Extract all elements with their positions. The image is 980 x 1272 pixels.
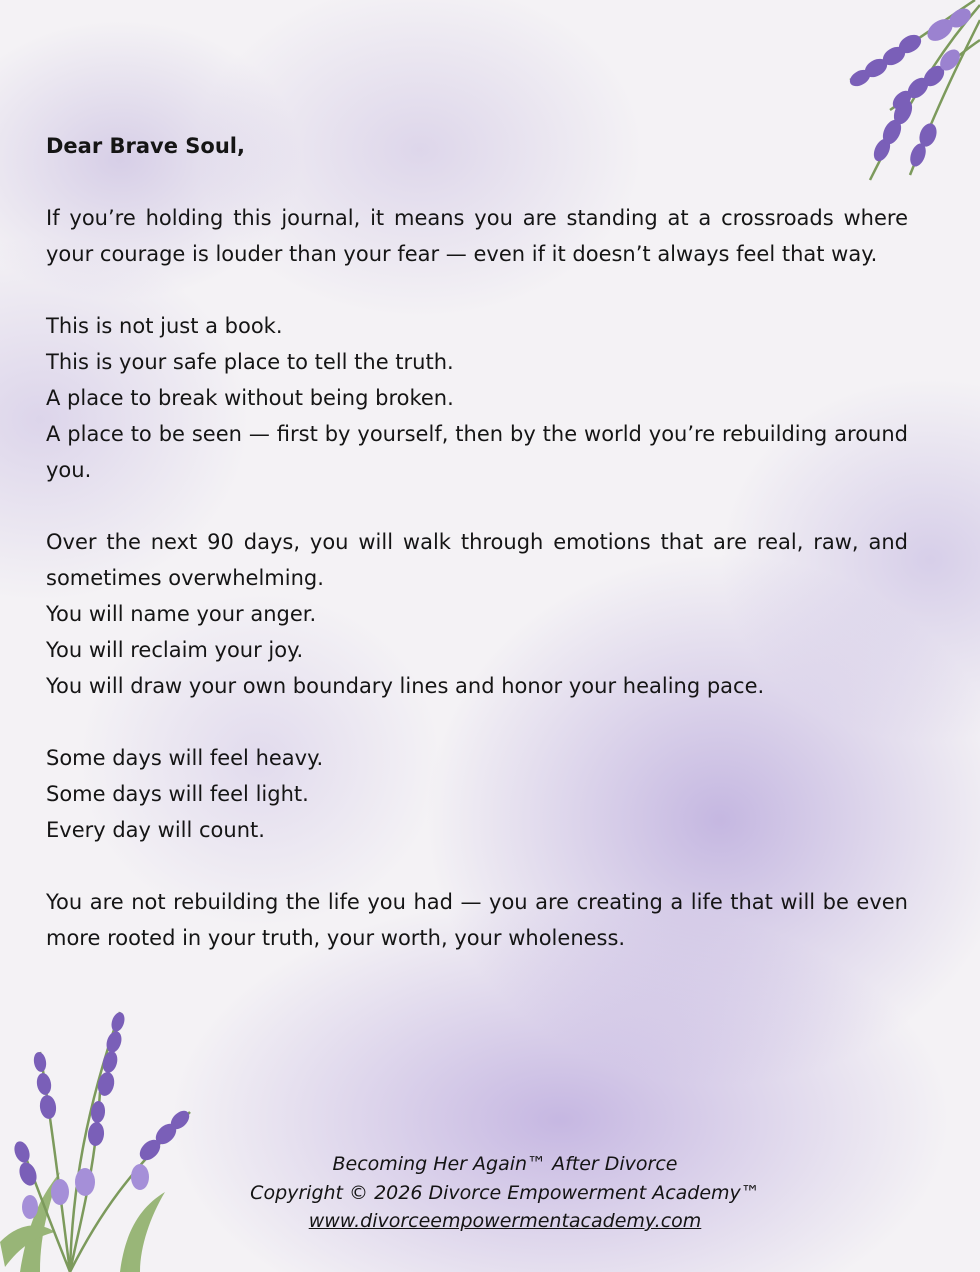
letter-line: You will draw your own boundary lines and honor your healing pace. — [46, 674, 765, 698]
letter-greeting: Dear Brave Soul, — [46, 134, 245, 158]
footer-copyright: Copyright © 2026 Divorce Empowerment Academy™ — [250, 1181, 760, 1204]
footer-website-link[interactable]: www.divorceempowermentacademy.com — [308, 1210, 702, 1232]
letter-paragraph: If you’re holding this journal, it means you are standing at a crossroads where your courage is louder than your fear — even if it doesn’t always feel that way. — [46, 206, 908, 266]
footer-book-title: Becoming Her Again™ After Divorce — [332, 1153, 678, 1175]
letter-line: You will name your anger. — [46, 602, 317, 626]
letter-paragraph: You are not rebuilding the life you had — you are creating a life that will be even more rooted in your truth, your worth, your wholeness. — [46, 890, 908, 950]
letter-line: You will reclaim your joy. — [46, 638, 304, 662]
letter-paragraph — [46, 524, 908, 704]
letter-line: A place to break without being broken. — [46, 386, 454, 410]
letter-paragraph — [46, 308, 908, 488]
letter-paragraph — [46, 740, 908, 848]
letter-body — [46, 128, 908, 992]
letter-line: This is your safe place to tell the truth. — [46, 350, 454, 374]
letter-line: Some days will feel heavy. — [46, 746, 324, 770]
letter-line: This is not just a book. — [46, 314, 283, 338]
letter-line: Every day will count. — [46, 818, 265, 842]
page-footer — [0, 1150, 980, 1236]
letter-line: Over the next 90 days, you will walk through emotions that are real, raw, and sometimes overwhelming. — [46, 530, 908, 590]
letter-line: A place to be seen — first by yourself, then by the world you’re rebuilding around you. — [46, 422, 908, 482]
letter-line: Some days will feel light. — [46, 782, 309, 806]
